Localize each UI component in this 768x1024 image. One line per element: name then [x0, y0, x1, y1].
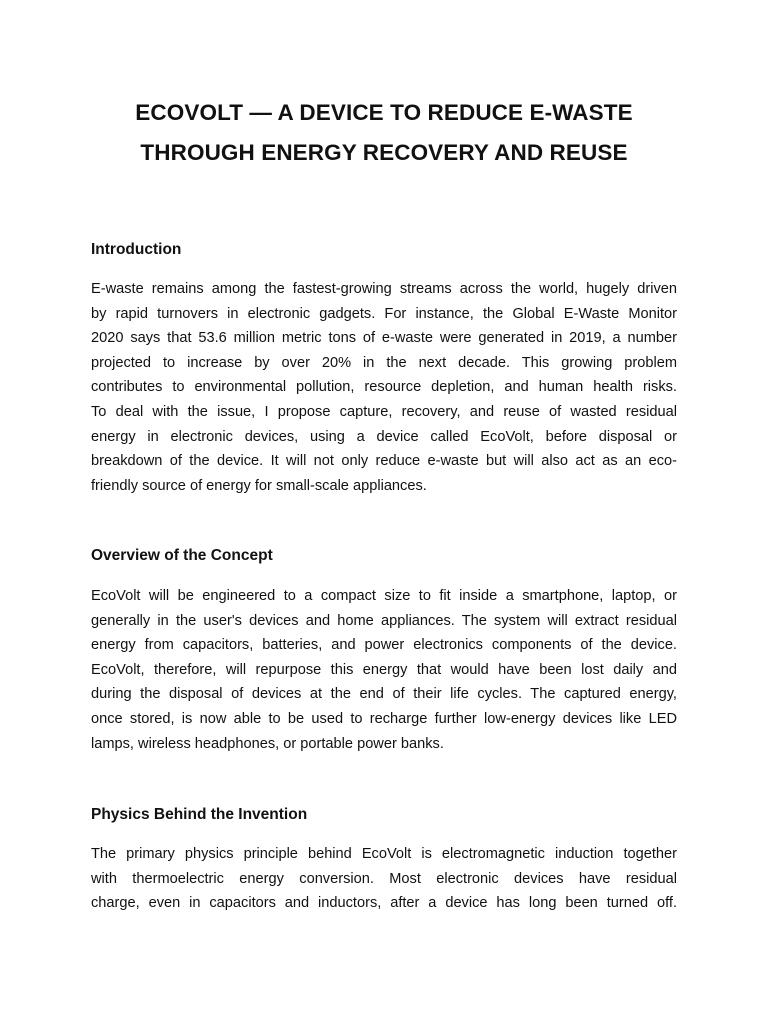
section-heading-physics: Physics Behind the Invention	[91, 806, 308, 823]
paragraph-introduction	[91, 277, 677, 498]
text-line: with thermoelectric energy conversion. Most electronic devices have residual	[91, 870, 677, 887]
text-line: To deal with the issue, I propose capture, recovery, and reuse of wasted residual	[91, 403, 677, 420]
text-line: during the disposal of devices at the end of their life cycles. The captured energy,	[91, 686, 677, 703]
text-line: by rapid turnovers in electronic gadgets. For instance, the Global E-Waste Monitor	[91, 305, 677, 322]
text-line: lamps, wireless headphones, or portable power banks.	[91, 735, 444, 752]
text-line: EcoVolt will be engineered to a compact size to fit inside a smartphone, laptop, or	[91, 588, 677, 604]
document-title	[90, 93, 678, 173]
paragraph-physics	[91, 842, 677, 916]
section-heading-introduction: Introduction	[91, 241, 182, 258]
text-line: friendly source of energy for small-scale appliances.	[91, 477, 427, 494]
text-line: charge, even in capacitors and inductors, after a device has long been turned off.	[91, 895, 677, 912]
title-line: ECOVOLT — A DEVICE TO REDUCE E-WASTE	[135, 100, 633, 125]
text-line: E-waste remains among the fastest-growing streams across the world, hugely driven	[91, 281, 677, 297]
text-line: generally in the user's devices and home appliances. The system will extract residual	[91, 612, 677, 629]
text-line: breakdown of the device. It will not only reduce e-waste but will also act as an eco-	[91, 453, 677, 470]
text-line: once stored, is now able to be used to recharge further low-energy devices like LED	[91, 710, 677, 727]
paragraph-overview	[91, 584, 677, 756]
section-heading-overview: Overview of the Concept	[91, 547, 273, 564]
text-line: EcoVolt, therefore, will repurpose this energy that would have been lost daily and	[91, 661, 677, 678]
title-line: THROUGH ENERGY RECOVERY AND REUSE	[140, 140, 628, 165]
text-line: 2020 says that 53.6 million metric tons of e-waste were generated in 2019, a number	[91, 330, 677, 347]
text-line: energy in electronic devices, using a device called EcoVolt, before disposal or	[91, 428, 677, 445]
text-line: projected to increase by over 20% in the next decade. This growing problem	[91, 354, 677, 371]
text-line: The primary physics principle behind EcoVolt is electromagnetic induction together	[91, 846, 677, 862]
text-line: energy from capacitors, batteries, and power electronics components of the device.	[91, 637, 677, 654]
text-line: contributes to environmental pollution, resource depletion, and human health risks.	[91, 379, 677, 396]
